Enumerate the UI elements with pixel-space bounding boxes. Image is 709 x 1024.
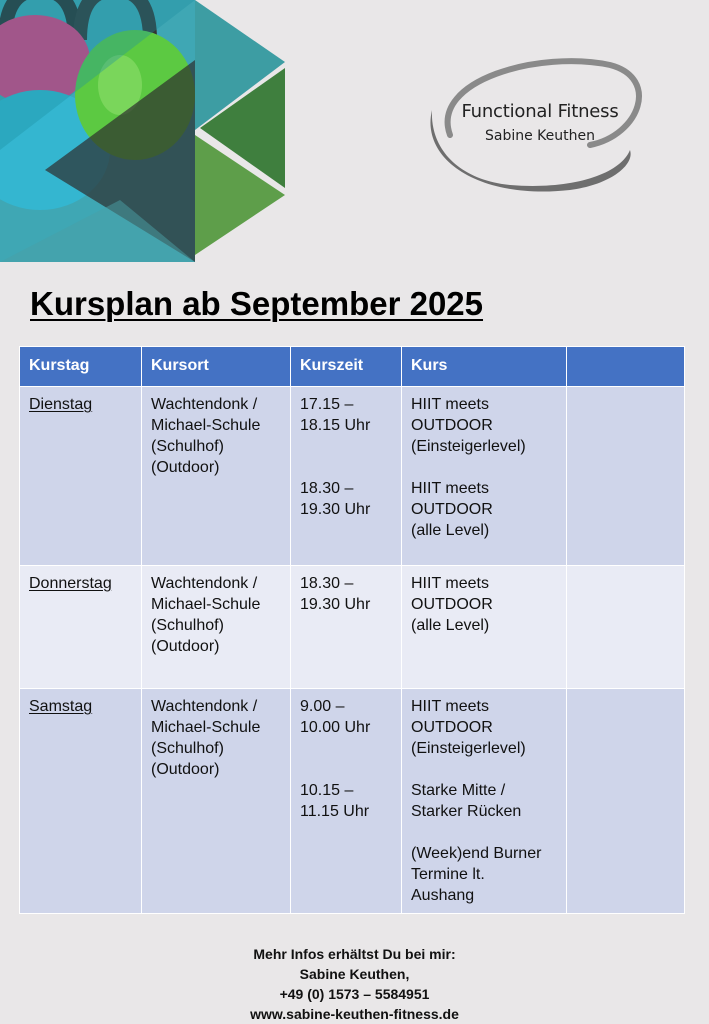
logo-title: Functional Fitness bbox=[461, 101, 619, 122]
cell-place bbox=[142, 689, 291, 914]
contact-footer bbox=[0, 944, 709, 1024]
cell-empty bbox=[567, 387, 685, 566]
course-line: (Einsteigerlevel) bbox=[411, 740, 526, 757]
footer-intro: Mehr Infos erhältst Du bei mir: bbox=[253, 946, 456, 962]
course-line: (alle Level) bbox=[411, 617, 490, 634]
footer-phone[interactable]: +49 (0) 1573 – 5584951 bbox=[279, 986, 430, 1002]
cell-place bbox=[142, 387, 291, 566]
day-label: Samstag bbox=[29, 698, 93, 715]
table-row-dienstag bbox=[20, 387, 685, 566]
course-line: HIIT meets bbox=[411, 698, 489, 715]
course-line: HIIT meets bbox=[411, 396, 489, 413]
cell-courses bbox=[402, 566, 567, 689]
time-line: 19.30 Uhr bbox=[300, 596, 371, 613]
time-line: 19.30 Uhr bbox=[300, 501, 371, 518]
time-line: 10.15 – bbox=[300, 782, 354, 799]
table-header-row bbox=[20, 347, 685, 387]
header-kurstag: Kurstag bbox=[20, 347, 142, 387]
hero-image bbox=[0, 0, 292, 262]
time-line: 17.15 – bbox=[300, 396, 354, 413]
table-row-donnerstag bbox=[20, 566, 685, 689]
brand-logo bbox=[420, 40, 650, 200]
cell-times bbox=[291, 689, 402, 914]
logo-subtitle: Sabine Keuthen bbox=[485, 128, 595, 144]
course-line: OUTDOOR bbox=[411, 719, 493, 736]
course-line: Starke Mitte / bbox=[411, 782, 506, 799]
day-label: Dienstag bbox=[29, 396, 93, 413]
course-line: Aushang bbox=[411, 887, 475, 904]
time-line: 18.30 – bbox=[300, 480, 354, 497]
cell-day bbox=[20, 689, 142, 914]
day-label: Donnerstag bbox=[29, 575, 112, 592]
course-line: Starker Rücken bbox=[411, 803, 522, 820]
course-line: Termine lt. bbox=[411, 866, 485, 883]
cell-times bbox=[291, 566, 402, 689]
cell-times bbox=[291, 387, 402, 566]
course-line: (Einsteigerlevel) bbox=[411, 438, 526, 455]
page-title: Kursplan ab September 2025 bbox=[30, 285, 484, 322]
course-line: HIIT meets bbox=[411, 575, 489, 592]
time-line: 10.00 Uhr bbox=[300, 719, 371, 736]
place-line: Wachtendonk / bbox=[151, 575, 258, 592]
course-line: OUTDOOR bbox=[411, 501, 493, 518]
place-line: (Outdoor) bbox=[151, 459, 220, 476]
cell-courses bbox=[402, 689, 567, 914]
place-line: Wachtendonk / bbox=[151, 396, 258, 413]
table-row-samstag bbox=[20, 689, 685, 914]
place-line: (Schulhof) bbox=[151, 617, 224, 634]
footer-website-link[interactable]: www.sabine-keuthen-fitness.de bbox=[250, 1006, 459, 1022]
course-line: (alle Level) bbox=[411, 522, 490, 539]
course-line: HIIT meets bbox=[411, 480, 489, 497]
time-line: 18.30 – bbox=[300, 575, 354, 592]
place-line: (Schulhof) bbox=[151, 438, 224, 455]
course-line: (Week)end Burner bbox=[411, 845, 542, 862]
header-kurszeit: Kurszeit bbox=[291, 347, 402, 387]
cell-day bbox=[20, 566, 142, 689]
header-kurs: Kurs bbox=[402, 347, 567, 387]
course-line: OUTDOOR bbox=[411, 596, 493, 613]
course-line: OUTDOOR bbox=[411, 417, 493, 434]
footer-name: Sabine Keuthen, bbox=[299, 966, 410, 982]
kettlebell-graphic bbox=[0, 0, 292, 262]
cell-courses bbox=[402, 387, 567, 566]
place-line: (Schulhof) bbox=[151, 740, 224, 757]
cell-place bbox=[142, 566, 291, 689]
place-line: (Outdoor) bbox=[151, 761, 220, 778]
time-line: 11.15 Uhr bbox=[300, 803, 370, 820]
header-empty bbox=[567, 347, 685, 387]
cell-day bbox=[20, 387, 142, 566]
place-line: Wachtendonk / bbox=[151, 698, 258, 715]
course-schedule-table bbox=[19, 346, 685, 914]
header-kursort: Kursort bbox=[142, 347, 291, 387]
cell-empty bbox=[567, 566, 685, 689]
place-line: (Outdoor) bbox=[151, 638, 220, 655]
place-line: Michael-Schule bbox=[151, 596, 261, 613]
time-line: 9.00 – bbox=[300, 698, 345, 715]
place-line: Michael-Schule bbox=[151, 719, 261, 736]
time-line: 18.15 Uhr bbox=[300, 417, 371, 434]
cell-empty bbox=[567, 689, 685, 914]
place-line: Michael-Schule bbox=[151, 417, 261, 434]
